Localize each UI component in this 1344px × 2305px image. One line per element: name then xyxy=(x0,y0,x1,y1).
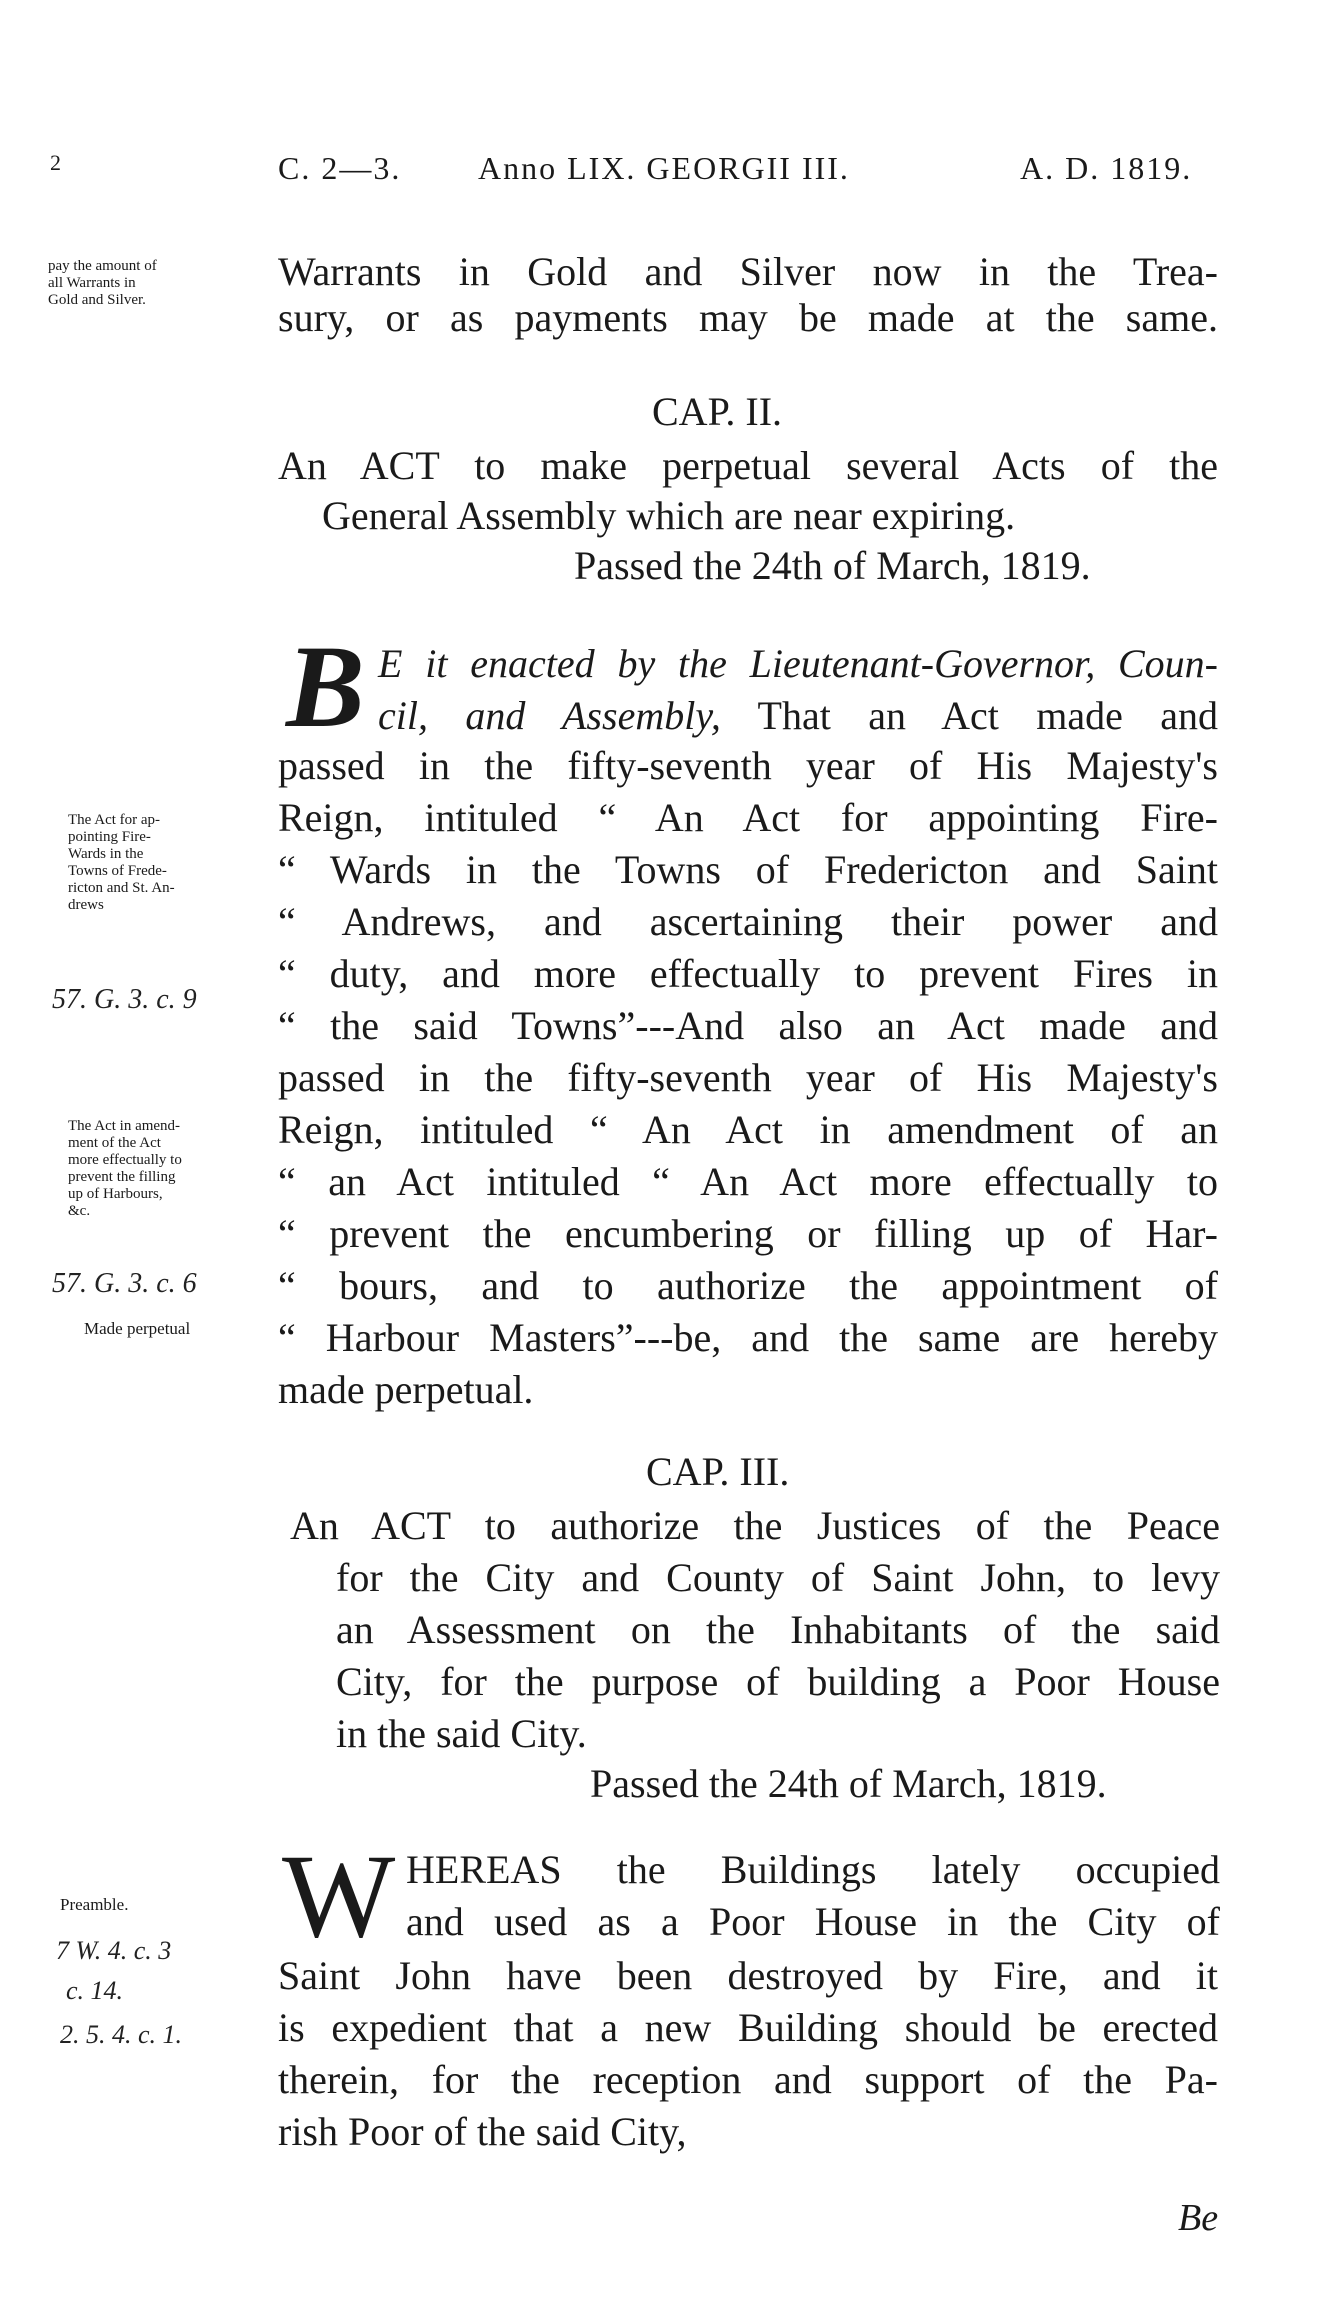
body-line: “ Wards in the Towns of Fredericton and Saint xyxy=(278,847,1218,892)
act-title-line: General Assembly which are near expiring. xyxy=(322,493,1016,538)
chapter-heading: CAP. III. xyxy=(646,1449,790,1494)
body-line: rish Poor of the said City, xyxy=(278,2109,687,2154)
body-line: “ bours, and to authorize the appointment of xyxy=(278,1263,1218,1308)
act-title-line: City, for the purpose of building a Poor House xyxy=(336,1659,1220,1704)
act-title-line: An ACT to make perpetual several Acts of the xyxy=(278,443,1218,488)
passed-date: Passed the 24th of March, 1819. xyxy=(574,543,1091,588)
body-line: is expedient that a new Building should be erected xyxy=(278,2005,1218,2050)
margin-note-fire-wards: The Act for ap- pointing Fire- Wards in the Towns of Frede- ricton and St. An- drews xyxy=(68,812,175,913)
handwritten-reference: 57. G. 3. c. 9 xyxy=(52,984,197,1015)
page-number: 2 xyxy=(50,150,63,175)
act-title-line: An ACT to authorize the Justices of the Peace xyxy=(290,1503,1220,1548)
body-line: “ prevent the encumbering or filling up of Har- xyxy=(278,1211,1218,1256)
enacting-clause: E it enacted by the Lieutenant-Governor, Coun- xyxy=(378,641,1218,686)
handwritten-reference: 7 W. 4. c. 3 xyxy=(56,1936,172,1965)
body-line: “ Andrews, and ascertaining their power and xyxy=(278,899,1218,944)
drop-cap: B xyxy=(286,621,365,752)
chapter-reference: C. 2—3. xyxy=(278,150,402,186)
handwritten-reference: c. 14. xyxy=(66,1976,124,2005)
margin-note-harbours: The Act in amend- ment of the Act more effectually to prevent the filling up of Harbours, &c. xyxy=(68,1118,182,1219)
body-line: therein, for the reception and support of the Pa- xyxy=(278,2057,1218,2102)
body-line: Warrants in Gold and Silver now in the Trea- xyxy=(278,249,1218,294)
body-line: passed in the fifty-seventh year of His Majesty's xyxy=(278,743,1218,788)
body-line: Reign, intituled “ An Act in amendment of an xyxy=(278,1107,1218,1152)
margin-note-preamble: Preamble. xyxy=(60,1895,129,1914)
act-title-line: an Assessment on the Inhabitants of the said xyxy=(336,1607,1220,1652)
body-line: and used as a Poor House in the City of xyxy=(406,1899,1220,1944)
body-line: HEREAS the Buildings lately occupied xyxy=(406,1847,1220,1892)
body-line: passed in the fifty-seventh year of His Majesty's xyxy=(278,1055,1218,1100)
body-line: Saint John have been destroyed by Fire, and it xyxy=(278,1953,1218,1998)
enacting-clause: cil, and Assembly, That an Act made and xyxy=(378,693,1218,738)
margin-note-warrants: pay the amount of all Warrants in Gold and Silver. xyxy=(48,258,157,308)
act-title-line: in the said City. xyxy=(336,1711,587,1756)
body-line: sury, or as payments may be made at the same. xyxy=(278,295,1218,340)
body-line: “ an Act intituled “ An Act more effectually to xyxy=(278,1159,1218,1204)
catchword: Be xyxy=(1178,2197,1219,2239)
chapter-heading: CAP. II. xyxy=(652,389,783,434)
drop-cap: W xyxy=(282,1829,396,1962)
handwritten-reference: 2. 5. 4. c. 1. xyxy=(60,2020,183,2049)
margin-note-perpetual: Made perpetual xyxy=(84,1319,191,1338)
body-line: “ Harbour Masters”---be, and the same are hereby xyxy=(278,1315,1218,1360)
header-year: A. D. 1819. xyxy=(1020,150,1193,186)
body-line: “ duty, and more effectually to prevent Fires in xyxy=(278,951,1218,996)
passed-date: Passed the 24th of March, 1819. xyxy=(590,1761,1107,1806)
handwritten-reference: 57. G. 3. c. 6 xyxy=(52,1268,197,1299)
reign-title: Anno LIX. GEORGII III. xyxy=(478,150,850,186)
body-line: Reign, intituled “ An Act for appointing Fire- xyxy=(278,795,1218,840)
body-line: “ the said Towns”---And also an Act made and xyxy=(278,1003,1218,1048)
body-line: made perpetual. xyxy=(278,1367,534,1412)
act-title-line: for the City and County of Saint John, to levy xyxy=(336,1555,1220,1600)
